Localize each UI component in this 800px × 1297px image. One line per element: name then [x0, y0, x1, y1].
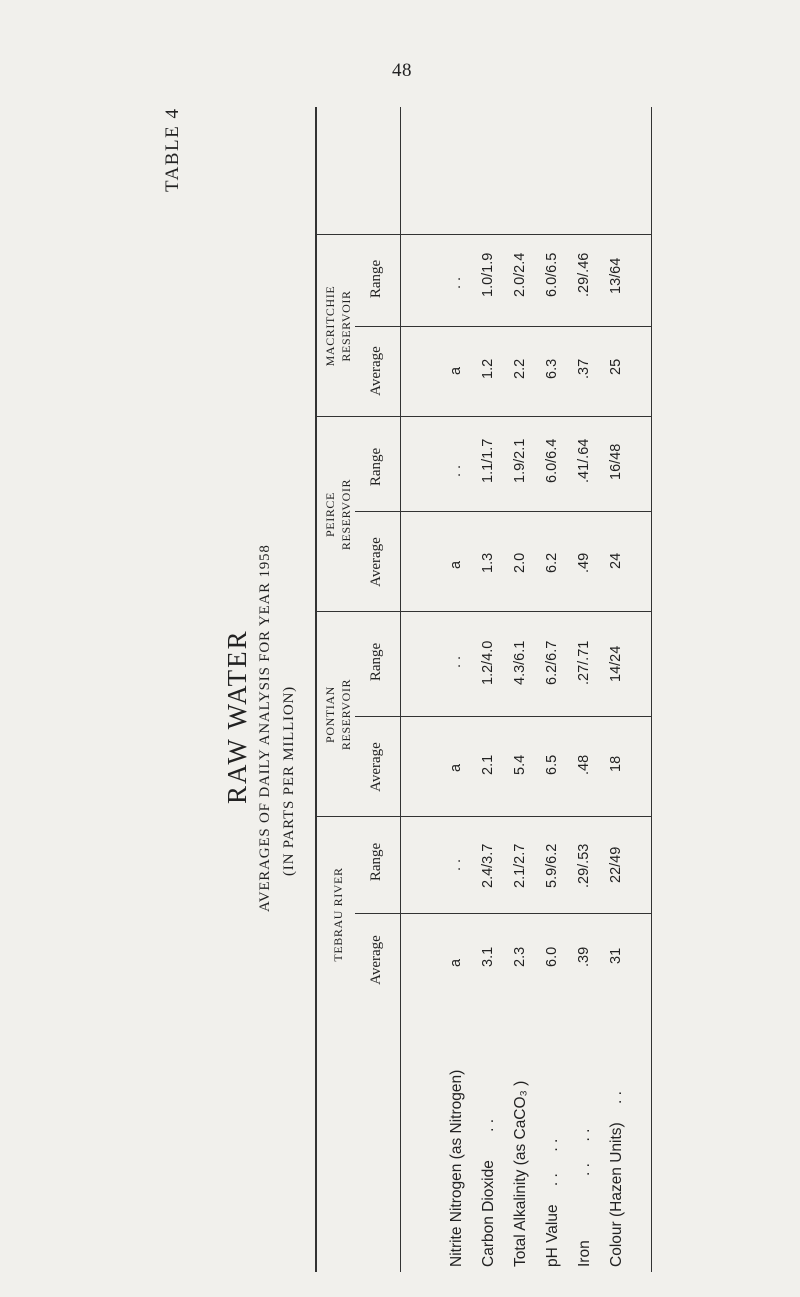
- cell-pontian-average: 2.1: [480, 754, 496, 775]
- cell-peirce-range: 1.9/2.1: [512, 438, 528, 483]
- group-name: PONTIAN: [323, 686, 337, 743]
- cell-macritchie-average: 2.2: [512, 358, 528, 379]
- cell-tebrau-range: 5.9/6.2: [544, 843, 560, 888]
- cell-tebrau-average: 31: [608, 947, 624, 964]
- subheader-average: Average: [368, 742, 384, 792]
- cell-peirce-average: 24: [608, 552, 624, 569]
- group-header-tebrau: [330, 817, 346, 1012]
- cell-pontian-range: . .: [448, 655, 464, 668]
- param-colour: [608, 1091, 626, 1267]
- table-top-rule: [315, 107, 317, 1272]
- group-name-line2: RESERVOIR: [339, 678, 353, 751]
- cell-tebrau-average: 6.0: [544, 946, 560, 967]
- param-label: Iron: [576, 1240, 593, 1267]
- param-iron: [576, 1129, 594, 1267]
- cell-peirce-range: 1.1/1.7: [480, 438, 496, 483]
- cell-peirce-average: a: [448, 560, 464, 569]
- table-units-note: (IN PARTS PER MILLION): [281, 686, 297, 876]
- cell-peirce-average: 6.2: [544, 552, 560, 573]
- table-title: RAW WATER: [222, 629, 252, 804]
- cell-tebrau-range: 22/49: [608, 846, 624, 883]
- cell-pontian-average: 6.5: [544, 754, 560, 775]
- subheader-range: Range: [368, 642, 384, 682]
- subheader-range: Range: [368, 842, 384, 882]
- leader-dots: . . . .: [576, 1128, 593, 1176]
- subheader-average: Average: [368, 537, 384, 587]
- subcolumn-divider: [355, 326, 651, 327]
- leader-dots: . . . .: [544, 1138, 561, 1187]
- cell-macritchie-range: 2.0/2.4: [512, 252, 528, 297]
- cell-peirce-average: .49: [576, 552, 592, 573]
- cell-tebrau-average: .39: [576, 946, 592, 967]
- param-carbon-dioxide: [480, 1119, 498, 1267]
- param-total-alkalinity: Total Alkalinity (as CaCO₃ ): [512, 1080, 529, 1267]
- group-name: MACRITCHIE: [323, 285, 337, 367]
- table-subtitle: AVERAGES OF DAILY ANALYSIS FOR YEAR 1958: [257, 544, 273, 912]
- cell-pontian-range: 1.2/4.0: [480, 640, 496, 685]
- subcolumn-divider: [355, 716, 651, 717]
- cell-tebrau-range: 2.4/3.7: [480, 843, 496, 888]
- cell-pontian-average: 5.4: [512, 754, 528, 775]
- leader-dots: . .: [480, 1118, 497, 1132]
- cell-macritchie-average: 25: [608, 358, 624, 375]
- cell-peirce-average: 1.3: [480, 552, 496, 573]
- cell-tebrau-range: . .: [448, 858, 464, 871]
- cell-peirce-range: .41/.64: [576, 438, 592, 483]
- page-number: 48: [392, 60, 412, 81]
- cell-peirce-range: 6.0/6.4: [544, 438, 560, 483]
- leader-dots: . .: [608, 1091, 625, 1104]
- group-name-line2: RESERVOIR: [339, 290, 353, 362]
- cell-macritchie-range: . .: [448, 276, 464, 289]
- cell-macritchie-range: .29/.46: [576, 252, 592, 297]
- param-label: Colour (Hazen Units): [608, 1122, 625, 1267]
- group-name: PEIRCE: [323, 492, 337, 537]
- group-divider: [315, 611, 651, 612]
- cell-macritchie-average: .37: [576, 358, 592, 379]
- subheader-average: Average: [368, 935, 384, 985]
- param-ph-value: [544, 1139, 562, 1267]
- subheader-average: Average: [368, 346, 384, 396]
- cell-macritchie-range: 1.0/1.9: [480, 252, 496, 297]
- cell-pontian-range: 6.2/6.7: [544, 640, 560, 685]
- cell-macritchie-average: 6.3: [544, 358, 560, 379]
- cell-pontian-average: .48: [576, 754, 592, 775]
- cell-pontian-range: 4.3/6.1: [512, 640, 528, 685]
- cell-tebrau-average: 3.1: [480, 946, 496, 967]
- param-nitrite-nitrogen: Nitrite Nitrogen (as Nitrogen): [448, 1069, 465, 1267]
- cell-macritchie-average: 1.2: [480, 358, 496, 379]
- cell-peirce-range: 16/48: [608, 443, 624, 480]
- cell-pontian-range: 14/24: [608, 645, 624, 682]
- group-divider: [315, 234, 651, 235]
- subcolumn-divider: [355, 511, 651, 512]
- group-header-macritchie: [322, 235, 354, 417]
- param-label: Carbon Dioxide: [480, 1160, 497, 1267]
- cell-macritchie-range: 6.0/6.5: [544, 252, 560, 297]
- group-header-pontian: [322, 612, 354, 817]
- table-label: TABLE 4: [162, 107, 183, 192]
- cell-macritchie-range: 13/64: [608, 257, 624, 294]
- param-label: pH Value: [544, 1204, 561, 1267]
- subheader-range: Range: [368, 447, 384, 487]
- group-name: TEBRAU RIVER: [331, 867, 345, 962]
- cell-pontian-range: .27/.71: [576, 640, 592, 685]
- cell-tebrau-range: 2.1/2.7: [512, 843, 528, 888]
- cell-macritchie-average: a: [448, 366, 464, 375]
- header-divider-rule: [400, 107, 401, 1272]
- cell-tebrau-average: a: [448, 958, 464, 967]
- cell-pontian-average: a: [448, 763, 464, 772]
- cell-peirce-range: . .: [448, 464, 464, 477]
- subheader-range: Range: [368, 259, 384, 299]
- cell-tebrau-average: 2.3: [512, 946, 528, 967]
- group-name-line2: RESERVOIR: [339, 478, 353, 551]
- subcolumn-divider: [355, 913, 651, 914]
- cell-tebrau-range: .29/.53: [576, 843, 592, 888]
- cell-peirce-average: 2.0: [512, 552, 528, 573]
- group-divider: [315, 416, 651, 417]
- group-header-peirce: [322, 417, 354, 612]
- cell-pontian-average: 18: [608, 755, 624, 772]
- group-divider: [315, 816, 651, 817]
- table-bottom-rule: [651, 107, 652, 1272]
